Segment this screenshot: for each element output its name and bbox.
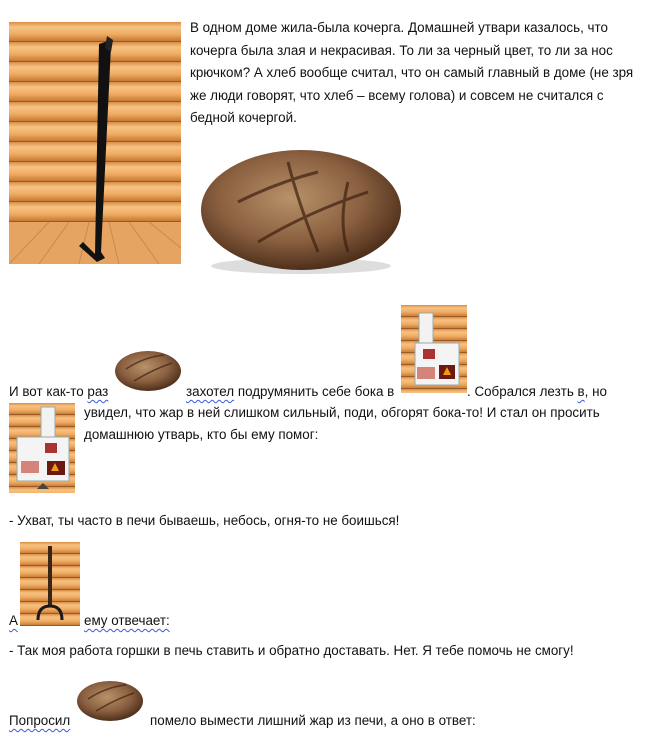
story-line-8 — [9, 710, 70, 732]
story-line-2: И вот как-то раз — [9, 384, 109, 399]
word-zahotel: захотел — [186, 384, 235, 399]
story-line-2b: захотел подрумянить себе бока в — [186, 384, 395, 399]
story-line-6 — [9, 610, 18, 632]
story-line-6b — [84, 610, 170, 632]
story-line-3: увидел, что жар в ней слишком сильный, поди, обгорят бока-то! И стал он просить — [84, 405, 600, 420]
word-v: в — [577, 384, 585, 399]
story-line-4: домашнюю утварь, кто бы ему помог: — [84, 427, 319, 442]
story-line-8b: помело вымести лишний жар из печи, а оно в ответ: — [150, 713, 476, 728]
poker-image — [9, 22, 181, 264]
word-a: А — [9, 613, 18, 628]
oven-fork-image — [20, 542, 80, 626]
bread-image-inline-2 — [76, 675, 144, 723]
word-poprosil: Попросил — [9, 713, 71, 728]
story-line-2c: . Собрался лезть в, но — [467, 384, 607, 399]
story-line-5: - Ухват, ты часто в печи бываешь, небось, огня-то не боишься! — [9, 513, 400, 528]
bread-image-inline-1 — [114, 345, 182, 393]
bread-image-large — [198, 142, 404, 278]
stove-image-2 — [9, 403, 75, 493]
story-line-7: - Так моя работа горшки в печь ставить и обратно доставать. Нет. Я тебе помочь не смогу! — [9, 643, 574, 658]
story-intro-paragraph: В одном доме жила-была кочерга. Домашней утвари казалось, что кочерга была злая и некрасивая. То ли за черный цвет, то ли за нос крючком? А хлеб вообще считал, что он самый главный в доме (не зря же люди говорят, что хлеб – всему голова) и совсем не считался с бедной кочергой. — [190, 20, 634, 125]
word-raz: раз — [87, 384, 109, 399]
stove-image-1 — [401, 305, 467, 393]
word-emu: ему отвечает: — [84, 613, 170, 628]
